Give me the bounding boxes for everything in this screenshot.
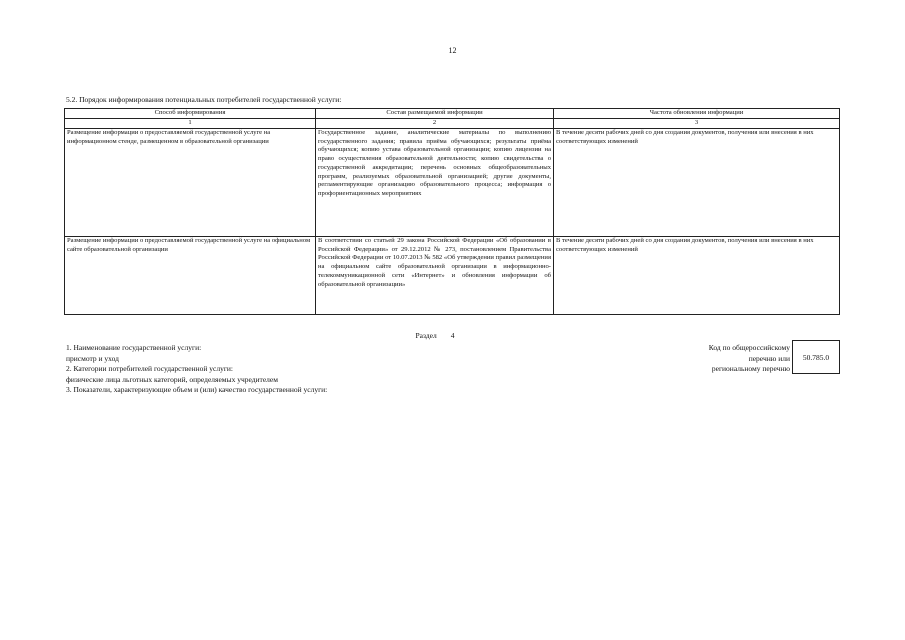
- indicators-label: 3. Показатели, характеризующие объем и (или) качество государственной услуги:: [66, 385, 328, 394]
- row-content: Государственное задание, аналитические материалы по выполнению государственного задания; правила приёма обучающихся; результаты приёма обучающихся; копию устава образовательной организации; копию лицензии на право осуществления образовательной деятельности; копию свидетельства о государственной аккредитации; перечень основных общеобразовательных программ, реализуемых образовательной организацией; другие документы, регламентирующие организацию образовательного процесса; информация о профориентационных мероприятиях: [316, 129, 554, 237]
- page-number: 12: [448, 46, 457, 55]
- section-number: 4: [450, 331, 455, 340]
- service-name: присмотр и уход: [66, 353, 119, 363]
- registry-code-labels: [640, 343, 790, 375]
- table-header-row: [65, 109, 840, 119]
- information-table: [64, 108, 840, 315]
- section-label: Раздел: [415, 331, 437, 340]
- registry-code-value: 50.785.0: [802, 352, 830, 362]
- service-name-label: 1. Наименование государственной услуги:: [66, 343, 202, 352]
- code-label-line-1: Код по общероссийскому: [708, 343, 790, 352]
- row-method: Размещение информации о предоставляемой государственной услуге на информационном стенде, размещенном в образовательной организации: [65, 129, 316, 237]
- column-number: 1: [65, 119, 316, 129]
- consumers-label: 2. Категории потребителей государственной услуги:: [66, 364, 234, 373]
- table-number-row: [65, 119, 840, 129]
- code-label-line-2: перечню или: [748, 353, 790, 363]
- table-row: [65, 129, 840, 237]
- column-number: 3: [554, 119, 840, 129]
- service-description: [66, 343, 327, 396]
- row-frequency: В течение десяти рабочих дней со дня создания документов, получения или внесения в них соответствующих изменений: [554, 237, 840, 315]
- column-number: 2: [316, 119, 554, 129]
- header-frequency: Частота обновления информации: [554, 109, 840, 119]
- row-method: Размещение информации о предоставляемой государственной услуге на официальном сайте образовательной организации: [65, 237, 316, 315]
- row-frequency: В течение десяти рабочих дней со дня создания документов, получения или внесения в них соответствующих изменений: [554, 129, 840, 237]
- registry-code-box: [792, 340, 840, 374]
- row-content: В соответствии со статьей 29 закона Российской Федерации «Об образовании в Российской Федерации» от 29.12.2012 № 273, постановлением Правительства Российской Федерации от 10.07.2013 № 582 «Об утверждении правил размещения на официальном сайте образовательной организации в информационно-телекоммуникационной сети «Интернет» и обновления информации об образовательной организации»: [316, 237, 554, 315]
- table-row: [65, 237, 840, 315]
- section-title: [0, 331, 870, 340]
- header-content: Состав размещаемой информации: [316, 109, 554, 119]
- code-label-line-3: региональному перечню: [711, 364, 790, 373]
- section-heading: 5.2. Порядок информирования потенциальных потребителей государственной услуги:: [66, 95, 342, 104]
- header-method: Способ информирования: [65, 109, 316, 119]
- consumers: физические лица льготных категорий, определяемых учредителем: [66, 374, 278, 384]
